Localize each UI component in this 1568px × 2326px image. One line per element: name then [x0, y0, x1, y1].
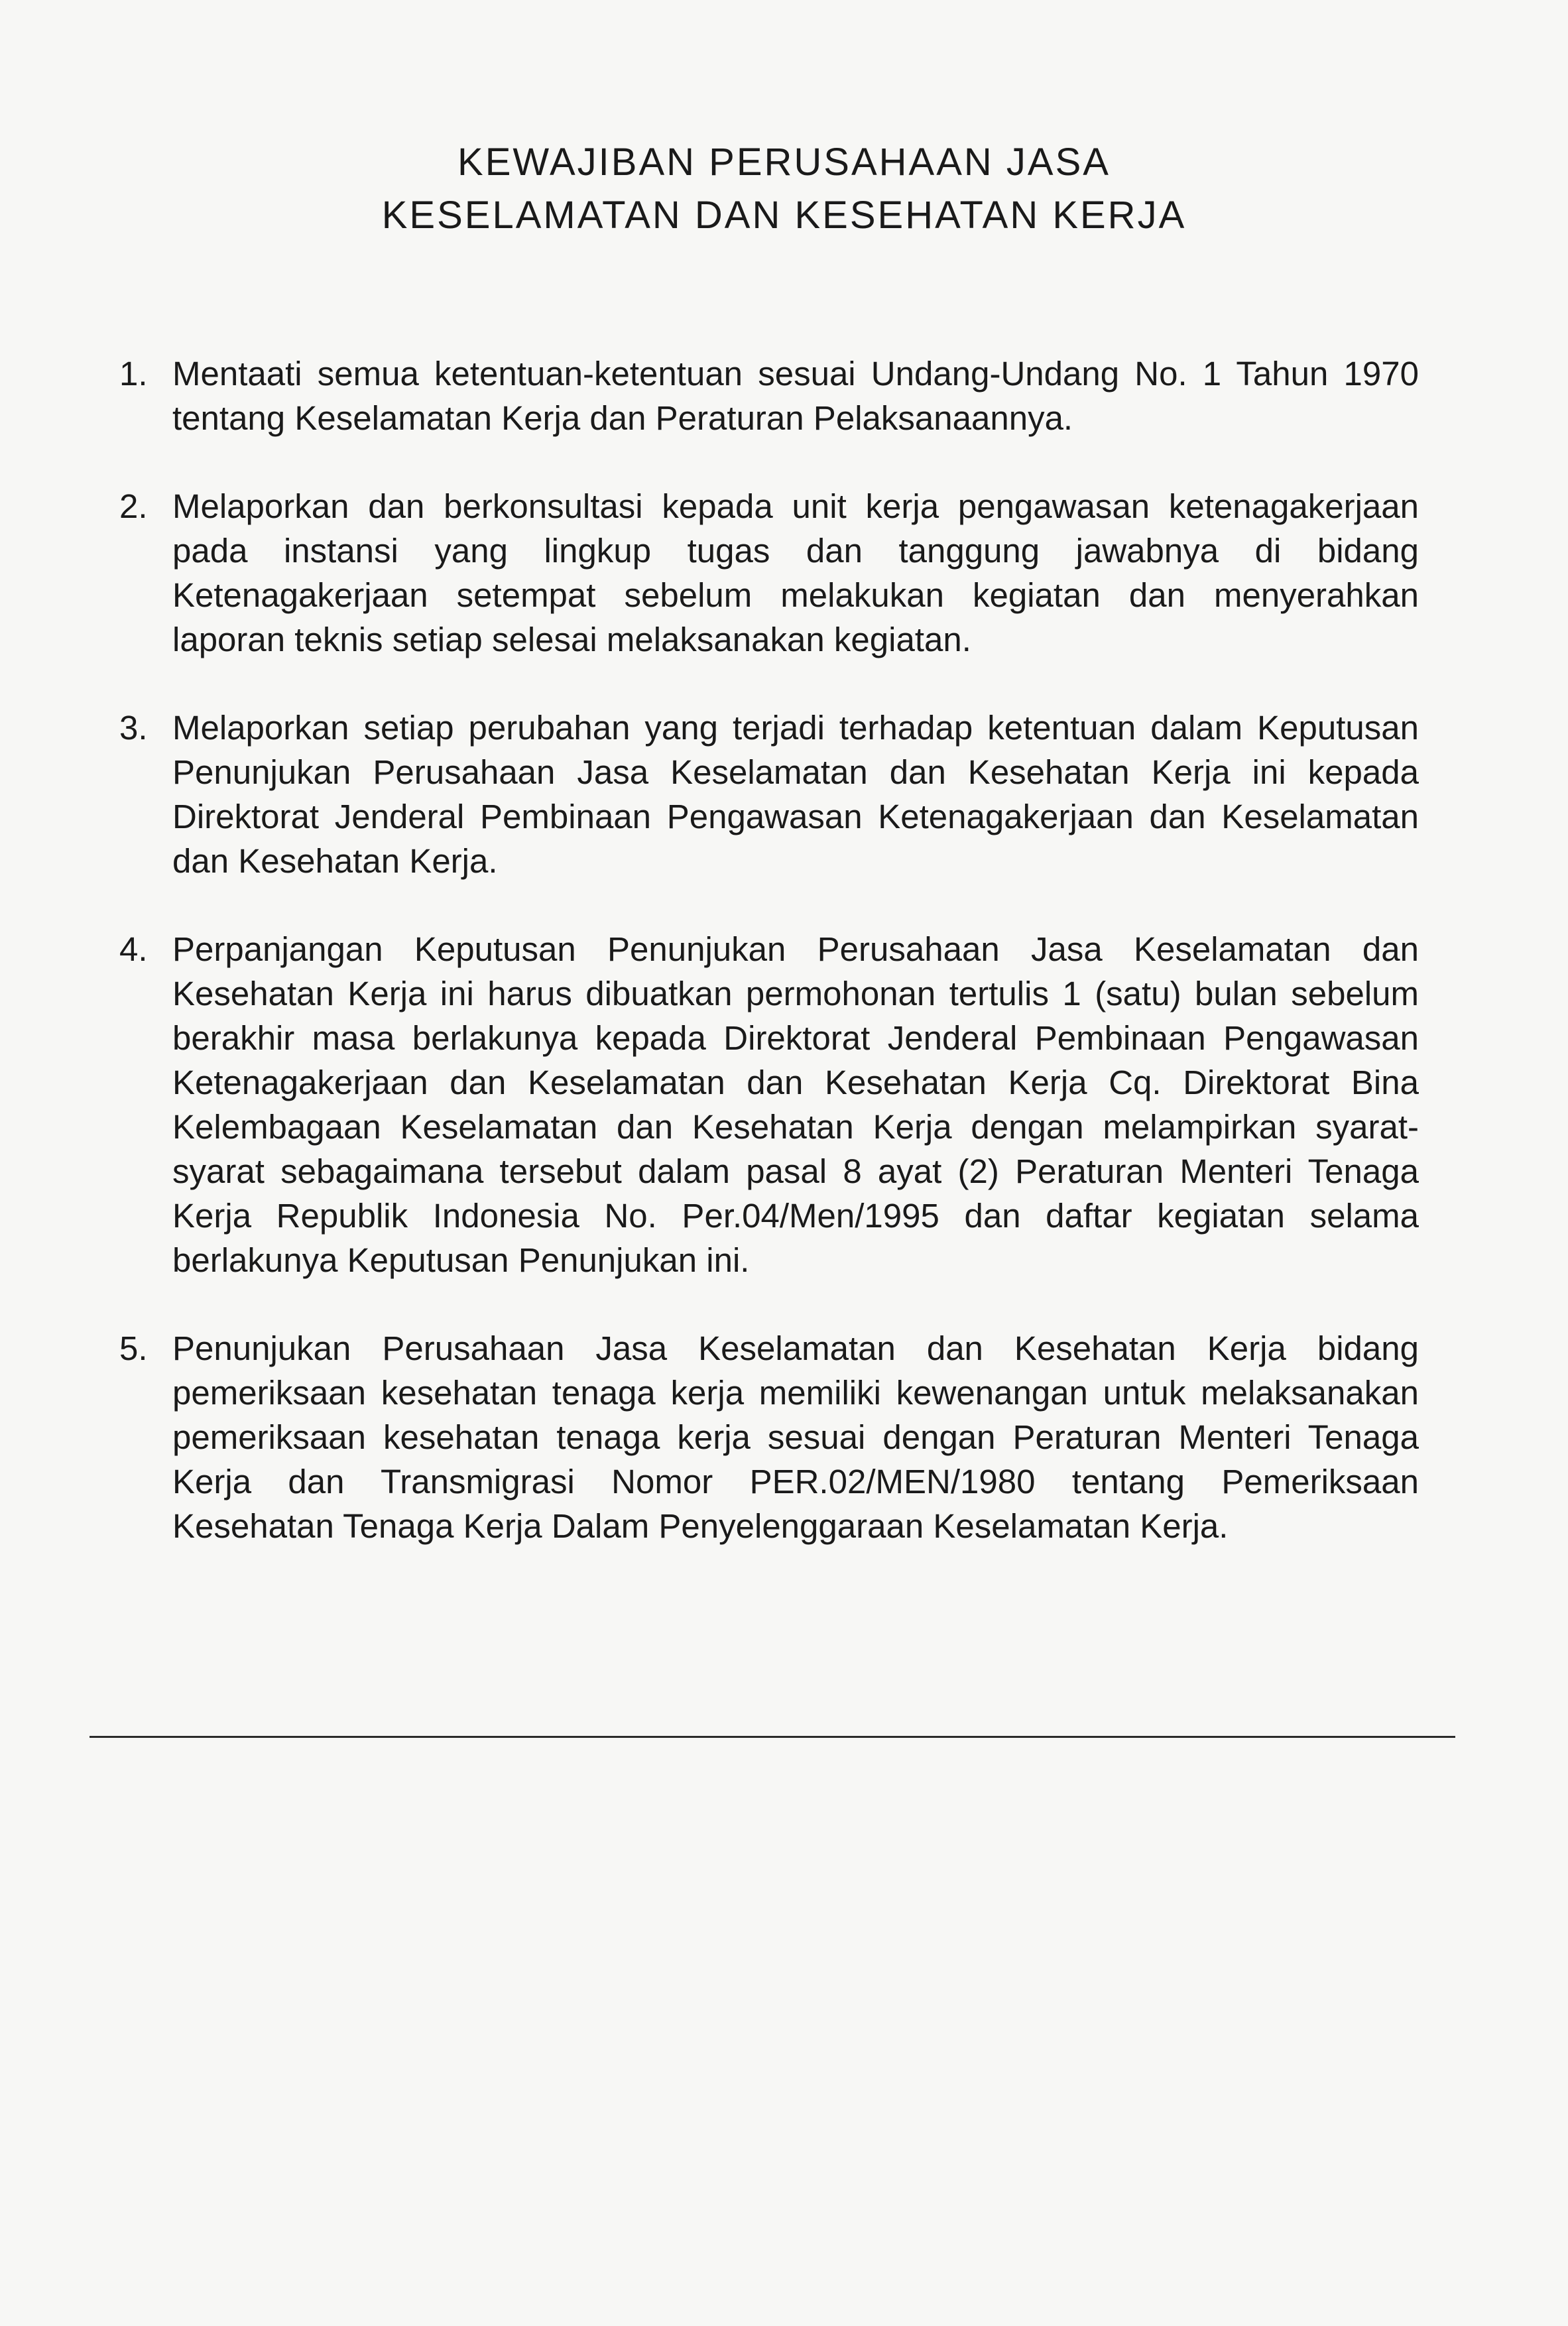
item-text: Perpanjangan Keputusan Penunjukan Perusahaan Jasa Keselamatan dan Kesehatan Kerja ini harus dibuatkan permohonan tertulis 1 (satu) bulan sebelum berakhir masa berlakunya kepada Direktorat Jenderal Pembinaan Pengawasan Ketenagakerjaan dan Keselamatan dan Kesehatan Kerja Cq. Direktorat Bina Kelembagaan Keselamatan dan Kesehatan Kerja dengan melampirkan syarat-syarat sebagaimana tersebut dalam pasal 8 ayat (2) Peraturan Menteri Tenaga Kerja Republik Indonesia No. Per.04/Men/1995 dan daftar kegiatan selama berlakunya Keputusan Penunjukan ini. — [172, 930, 1419, 1279]
title-line-1: KEWAJIBAN PERUSAHAAN JASA — [457, 141, 1111, 184]
item-number: 5. — [119, 1329, 148, 1367]
title-line-2: KESELAMATAN DAN KESEHATAN KERJA — [381, 194, 1187, 237]
item-number: 1. — [119, 355, 148, 393]
bottom-divider — [90, 1736, 1455, 1738]
item-number: 3. — [119, 709, 148, 747]
list-item — [119, 1326, 1419, 1548]
list-item — [119, 484, 1419, 662]
list-item — [119, 927, 1419, 1282]
item-text: Melaporkan setiap perubahan yang terjadi terhadap ketentuan dalam Keputusan Penunjukan Perusahaan Jasa Keselamatan dan Kesehatan Kerja ini kepada Direktorat Jenderal Pembinaan Pengawasan Ketenagakerjaan dan Keselamatan dan Kesehatan Kerja. — [172, 709, 1419, 880]
obligations-list — [119, 351, 1419, 1592]
item-text: Melaporkan dan berkonsultasi kepada unit kerja pengawasan ketenagakerjaan pada instansi yang lingkup tugas dan tanggung jawabnya di bidang Ketenagakerjaan setempat sebelum melakukan kegiatan dan menyerahkan laporan teknis setiap selesai melaksanakan kegiatan. — [172, 487, 1419, 658]
list-item — [119, 705, 1419, 883]
list-item — [119, 351, 1419, 440]
item-number: 2. — [119, 487, 148, 525]
item-number: 4. — [119, 930, 148, 968]
item-text: Penunjukan Perusahaan Jasa Keselamatan dan Kesehatan Kerja bidang pemeriksaan kesehatan tenaga kerja memiliki kewenangan untuk melaksanakan pemeriksaan kesehatan tenaga kerja sesuai dengan Peraturan Menteri Tenaga Kerja dan Transmigrasi Nomor PER.02/MEN/1980 tentang Pemeriksaan Kesehatan Tenaga Kerja Dalam Penyelenggaraan Keselamatan Kerja. — [172, 1329, 1419, 1545]
document-title — [0, 136, 1568, 242]
item-text: Mentaati semua ketentuan-ketentuan sesuai Undang-Undang No. 1 Tahun 1970 tentang Keselamatan Kerja dan Peraturan Pelaksanaannya. — [172, 355, 1419, 437]
